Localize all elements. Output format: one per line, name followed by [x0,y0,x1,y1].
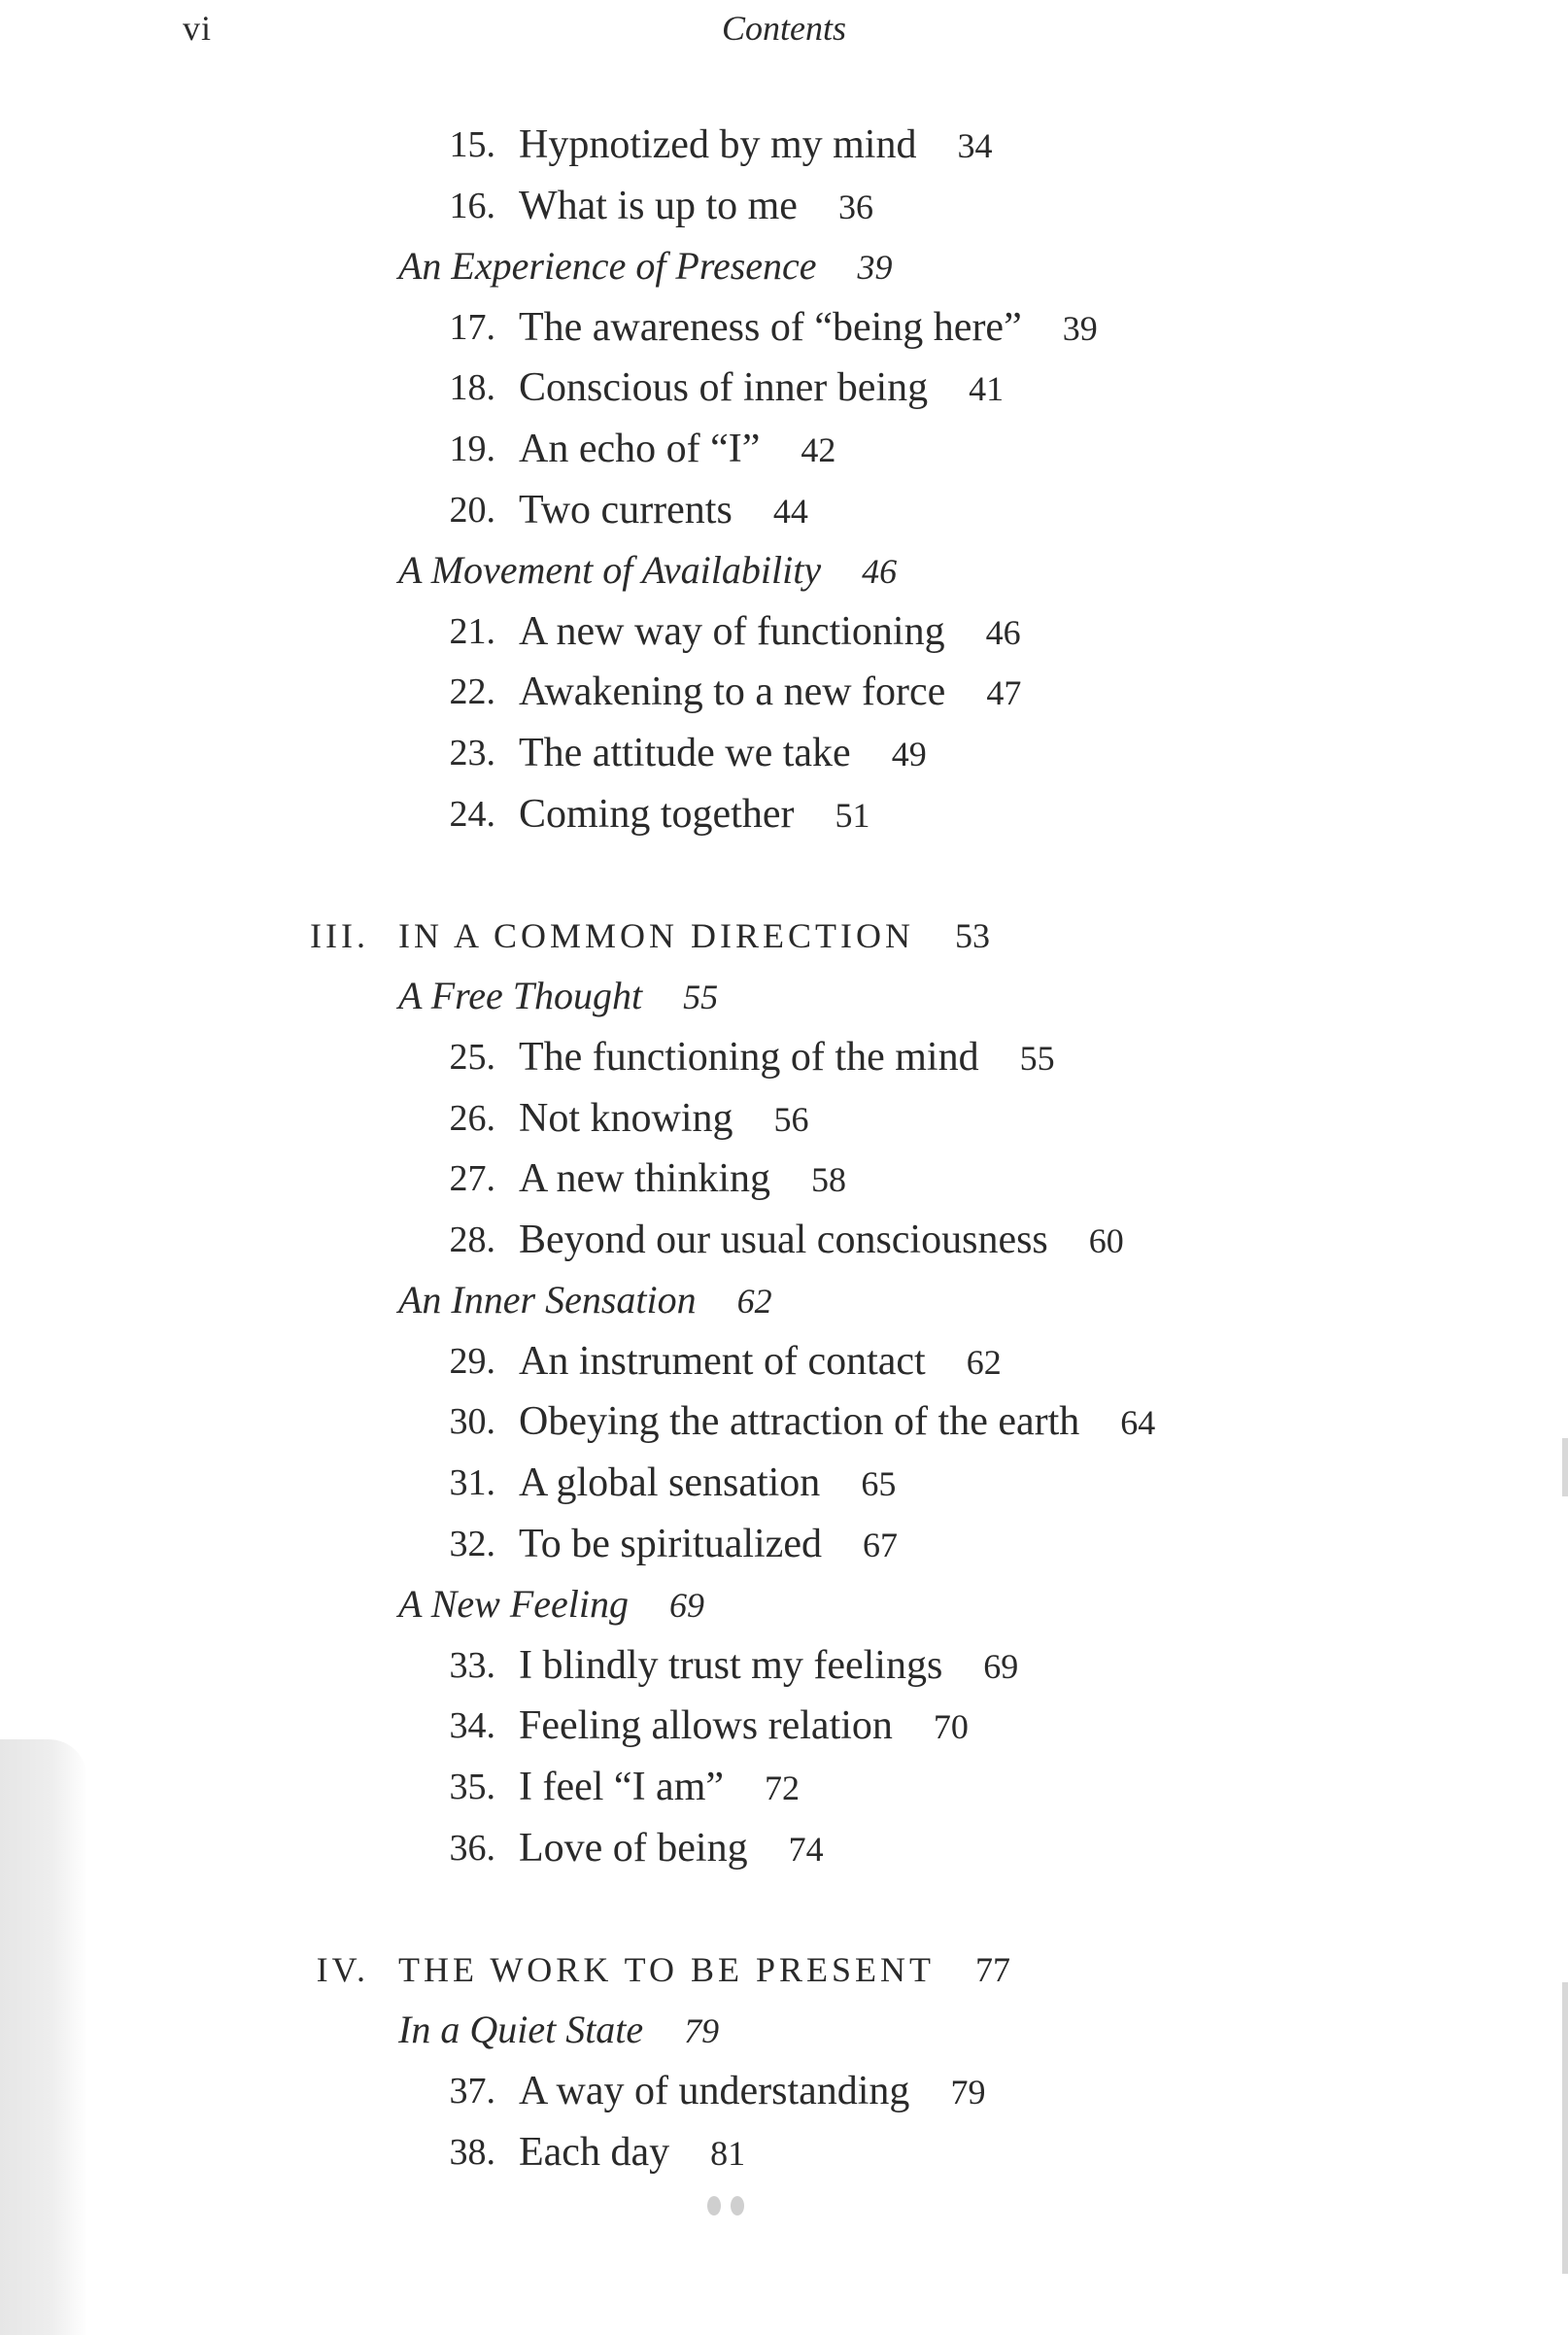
toc-spacer [0,1878,1568,1940]
toc-page-number: 62 [966,1342,1002,1382]
toc-entry-title: A new way of functioning [519,608,945,654]
toc-entry-title: Not knowing [519,1095,733,1141]
toc-page-number: 41 [969,369,1005,409]
toc-page-number: 46 [862,552,898,592]
toc-subsection-title: An Inner Sensation [398,1278,697,1322]
toc-entry-title: Two currents [519,487,733,532]
toc-subsection-title: A Movement of Availability [398,548,822,593]
scan-specks [699,2192,758,2221]
toc-subsection-title: A Free Thought [398,974,643,1018]
toc-entry-title-line [519,662,1021,724]
toc-entry-title: An instrument of contact [519,1338,926,1384]
running-title: Contents [721,9,846,48]
toc-subsection [0,966,1568,1027]
toc-page-number: 81 [710,2133,746,2173]
toc-subsection-title-line [398,540,897,602]
toc-entry [0,419,1568,480]
toc-subsection [0,1574,1568,1635]
toc-page-number: 70 [933,1707,969,1747]
toc-entry-title-line [519,1210,1124,1272]
toc-entry-title-line [519,1149,846,1211]
toc-page-number: 39 [857,248,893,288]
toc-subsection-title: An Experience of Presence [398,244,817,289]
toc-entry-title-line [519,601,1021,664]
toc-subsection-title: A New Feeling [398,1582,629,1627]
toc-entry-title: Beyond our usual consciousness [519,1217,1048,1262]
toc-entry [0,1818,1568,1879]
toc-entry-title: A new thinking [519,1156,770,1202]
toc-entry-title-line [519,1635,1018,1698]
toc-page-number: 47 [986,673,1022,713]
toc-entry-title-line [519,176,873,238]
toc-part-title: THE WORK TO BE PRESENT [398,1949,936,1989]
toc-entry-number: 27. [449,1158,495,1200]
toc-entry [0,784,1568,845]
toc-entry-number: 15. [449,124,495,165]
toc-entry-number: 35. [449,1767,495,1808]
toc-entry-title-line [519,419,835,481]
toc-entry-number: 28. [449,1219,495,1260]
toc-entry-title-line [519,2122,745,2184]
toc-page-number: 51 [835,795,870,835]
toc-entry [0,1210,1568,1271]
toc-entry-title-line [519,115,992,177]
toc-entry-number: 20. [449,489,495,531]
toc-part-title: IN A COMMON DIRECTION [398,915,915,955]
toc-page-number: 39 [1062,308,1098,348]
toc-entry [0,1088,1568,1150]
toc-entry-title: Love of being [519,1825,748,1871]
toc-page-number: 67 [862,1525,898,1564]
toc-entry [0,1331,1568,1392]
toc-entry-title-line [519,1088,809,1150]
toc-subsection-title-line [398,236,893,298]
toc-page-number: 56 [773,1099,809,1139]
toc-entry-title: The awareness of “being here” [519,304,1022,350]
toc-entry [0,358,1568,419]
toc-page-number: 74 [788,1829,824,1869]
toc-page-number: 69 [669,1586,704,1626]
toc-entry [0,1635,1568,1697]
toc-entry-number: 32. [449,1523,495,1564]
toc-spacer [0,844,1568,906]
toc-entry-title: I feel “I am” [519,1765,725,1810]
toc-entry-title: The attitude we take [519,730,851,775]
toc-entry-title-line [519,1453,896,1515]
toc-entry-title: An echo of “I” [519,426,761,471]
toc-entry-title: The functioning of the mind [519,1034,979,1080]
toc-page-number: 34 [957,126,993,165]
page-folio: vi [183,9,213,48]
toc-entry-title: Feeling allows relation [519,1703,893,1749]
toc-entry-title-line [519,1757,800,1819]
toc-entry-title: Each day [519,2129,670,2175]
toc-entry-number: 30. [449,1401,495,1443]
toc-entry [0,1027,1568,1088]
toc-subsection [0,540,1568,601]
toc-page-number: 62 [736,1282,772,1322]
toc-entry-title: To be spiritualized [519,1521,822,1566]
toc-entry-title: I blindly trust my feelings [519,1642,943,1688]
toc-page-number: 58 [811,1160,846,1200]
scan-edge-mark [1562,1982,1568,2274]
toc-subsection-title-line [398,2000,719,2062]
toc-page-number: 44 [772,491,808,531]
toc-entry-title: Coming together [519,791,795,837]
toc-entry-number: 26. [449,1097,495,1139]
toc-entry [0,176,1568,237]
toc-entry-title-line [519,784,869,846]
toc-entry [0,1696,1568,1757]
toc-entry-number: 23. [449,732,495,773]
toc-entry [0,2122,1568,2183]
toc-entry [0,1757,1568,1818]
toc-entry [0,1391,1568,1453]
toc-entry-title-line [519,1027,1055,1089]
toc-page-number: 60 [1088,1220,1124,1260]
toc-entry-number: 34. [449,1705,495,1747]
toc-part-number: III. [310,915,369,955]
toc-part [0,906,1568,967]
toc-entry [0,115,1568,176]
toc-subsection [0,2000,1568,2061]
toc-entry [0,1149,1568,1210]
toc-entry-number: 19. [449,428,495,469]
toc-entry-number: 33. [449,1644,495,1686]
toc-entry-number: 16. [449,185,495,226]
toc-entry-title-line [519,2061,985,2123]
toc-entry-number: 37. [449,2071,495,2112]
toc-part-number: IV. [316,1949,369,1989]
scan-shadow-left [0,1739,87,2335]
toc-part-title-line [398,1940,1010,2001]
toc-entry-title-line [519,1696,969,1758]
table-of-contents [0,115,1568,2182]
toc-entry-number: 17. [449,306,495,348]
toc-entry-title-line [519,1818,824,1880]
toc-entry [0,2061,1568,2122]
toc-entry-number: 22. [449,671,495,713]
toc-entry-title-line [519,358,1004,420]
toc-page-number: 79 [950,2073,986,2112]
toc-entry-title: Awakening to a new force [519,670,946,715]
toc-page-number: 55 [1019,1038,1055,1078]
toc-entry-number: 24. [449,793,495,835]
toc-page-number: 53 [955,915,991,955]
toc-entry [0,662,1568,723]
toc-entry-number: 25. [449,1036,495,1078]
toc-entry-title-line [519,1391,1155,1454]
toc-entry [0,1453,1568,1514]
toc-page-number: 79 [684,2011,720,2051]
toc-page-number: 55 [683,978,719,1017]
toc-entry [0,297,1568,359]
toc-page-number: 42 [801,429,836,469]
toc-entry-title: Conscious of inner being [519,365,929,411]
toc-page-number: 72 [765,1768,801,1808]
toc-page-number: 64 [1120,1403,1156,1443]
toc-entry-number: 29. [449,1340,495,1382]
toc-entry-title: Hypnotized by my mind [519,122,917,167]
toc-subsection-title: In a Quiet State [398,2008,644,2052]
toc-entry-title-line [519,1514,898,1576]
toc-entry-title-line [519,480,808,542]
toc-page-number: 36 [837,187,873,226]
toc-entry-number: 18. [449,367,495,409]
toc-entry-title: A global sensation [519,1460,821,1506]
toc-entry-title-line [519,297,1098,360]
toc-subsection [0,1270,1568,1331]
toc-entry-number: 38. [449,2131,495,2173]
toc-subsection-title-line [398,1270,772,1332]
scan-edge-mark [1562,1438,1568,1496]
toc-subsection [0,236,1568,297]
toc-entry-title: What is up to me [519,183,798,228]
toc-entry [0,1514,1568,1575]
toc-entry [0,480,1568,541]
toc-page-number: 77 [975,1949,1011,1989]
toc-page-number: 69 [983,1646,1019,1686]
toc-entry-title-line [519,1331,1002,1393]
toc-entry [0,723,1568,784]
toc-page-number: 49 [891,734,927,773]
toc-entry-title-line [519,723,927,785]
toc-subsection-title-line [398,1574,704,1636]
toc-entry-title: A way of understanding [519,2069,910,2113]
toc-page-number: 46 [985,612,1021,652]
toc-entry-number: 31. [449,1462,495,1504]
toc-entry [0,601,1568,663]
toc-subsection-title-line [398,966,718,1028]
toc-page-number: 65 [861,1464,897,1504]
toc-entry-number: 36. [449,1827,495,1869]
toc-entry-number: 21. [449,610,495,652]
toc-entry-title: Obeying the attraction of the earth [519,1399,1080,1445]
toc-part [0,1940,1568,2001]
toc-part-title-line [398,906,990,967]
